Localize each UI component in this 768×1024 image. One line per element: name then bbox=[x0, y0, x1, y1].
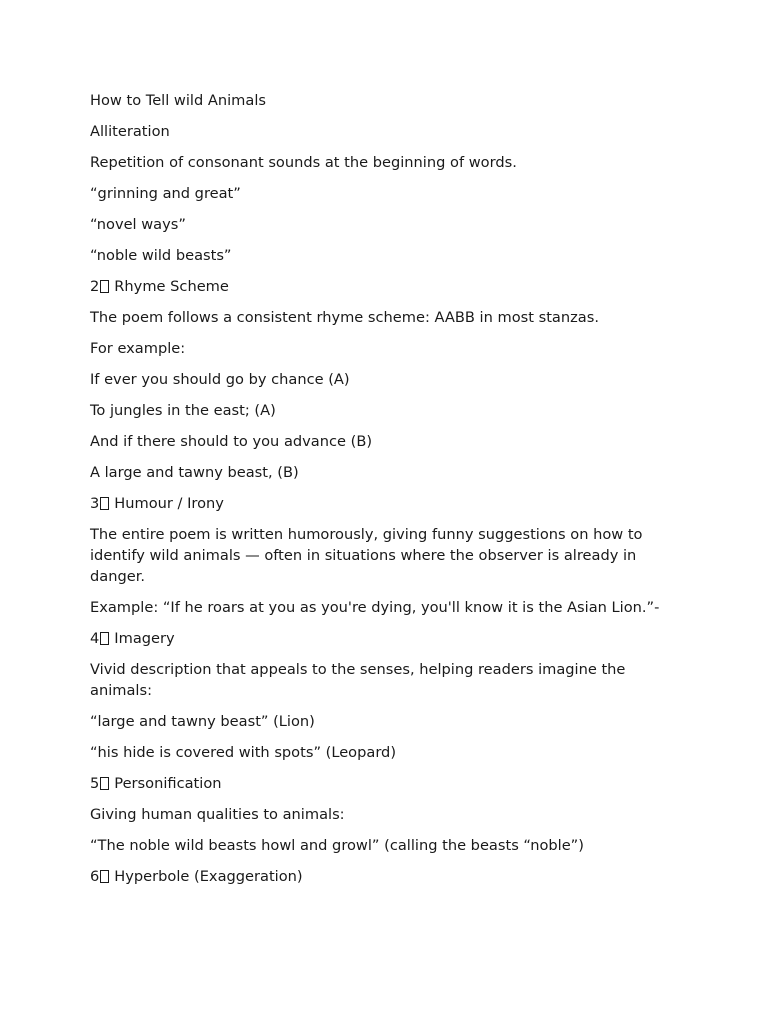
keycap-icon bbox=[100, 870, 109, 883]
body-paragraph: Vivid description that appeals to the senses, helping readers imagine the animals: bbox=[90, 661, 626, 699]
body-line: Repetition of consonant sounds at the beginning of words. bbox=[90, 154, 517, 171]
section-heading-text: Rhyme Scheme bbox=[114, 278, 229, 295]
section-heading-text: Imagery bbox=[114, 630, 175, 647]
poem-line: To jungles in the east; (A) bbox=[90, 402, 276, 419]
body-line: For example: bbox=[90, 340, 186, 357]
section-number: 5 bbox=[90, 775, 100, 792]
example-paragraph: Example: “If he roars at you as you're dying, you'll know it is the Asian Lion.”- bbox=[90, 599, 660, 616]
keycap-icon bbox=[100, 280, 109, 293]
quote-line: “The noble wild beasts howl and growl” (calling the beasts “noble”) bbox=[90, 837, 584, 854]
section-heading-hyperbole bbox=[90, 866, 675, 887]
section-heading-humour-irony bbox=[90, 493, 675, 514]
poem-line: If ever you should go by chance (A) bbox=[90, 371, 350, 388]
poem-line: And if there should to you advance (B) bbox=[90, 433, 373, 450]
body-paragraph: The entire poem is written humorously, giving funny suggestions on how to identify wild animals — often in situations where the observer is already in danger. bbox=[90, 526, 643, 585]
section-number: 3 bbox=[90, 495, 100, 512]
document-page bbox=[90, 90, 675, 897]
keycap-icon bbox=[100, 632, 109, 645]
section-heading-text: Personification bbox=[114, 775, 222, 792]
quote-line: “large and tawny beast” (Lion) bbox=[90, 713, 315, 730]
section-heading-personification bbox=[90, 773, 675, 794]
quote-line: “his hide is covered with spots” (Leopard) bbox=[90, 744, 397, 761]
quote-line: “grinning and great” bbox=[90, 185, 241, 202]
keycap-icon bbox=[100, 777, 109, 790]
section-heading-imagery bbox=[90, 628, 675, 649]
body-line: The poem follows a consistent rhyme scheme: AABB in most stanzas. bbox=[90, 309, 599, 326]
section-heading-rhyme-scheme bbox=[90, 276, 675, 297]
section-number: 6 bbox=[90, 868, 100, 885]
quote-line: “novel ways” bbox=[90, 216, 186, 233]
document-title: How to Tell wild Animals bbox=[90, 92, 266, 109]
quote-line: “noble wild beasts” bbox=[90, 247, 232, 264]
poem-line: A large and tawny beast, (B) bbox=[90, 464, 299, 481]
keycap-icon bbox=[100, 497, 109, 510]
section-heading-alliteration: Alliteration bbox=[90, 123, 170, 140]
body-line: Giving human qualities to animals: bbox=[90, 806, 345, 823]
section-heading-text: Humour / Irony bbox=[114, 495, 224, 512]
section-heading-text: Hyperbole (Exaggeration) bbox=[114, 868, 303, 885]
section-number: 2 bbox=[90, 278, 100, 295]
section-number: 4 bbox=[90, 630, 100, 647]
